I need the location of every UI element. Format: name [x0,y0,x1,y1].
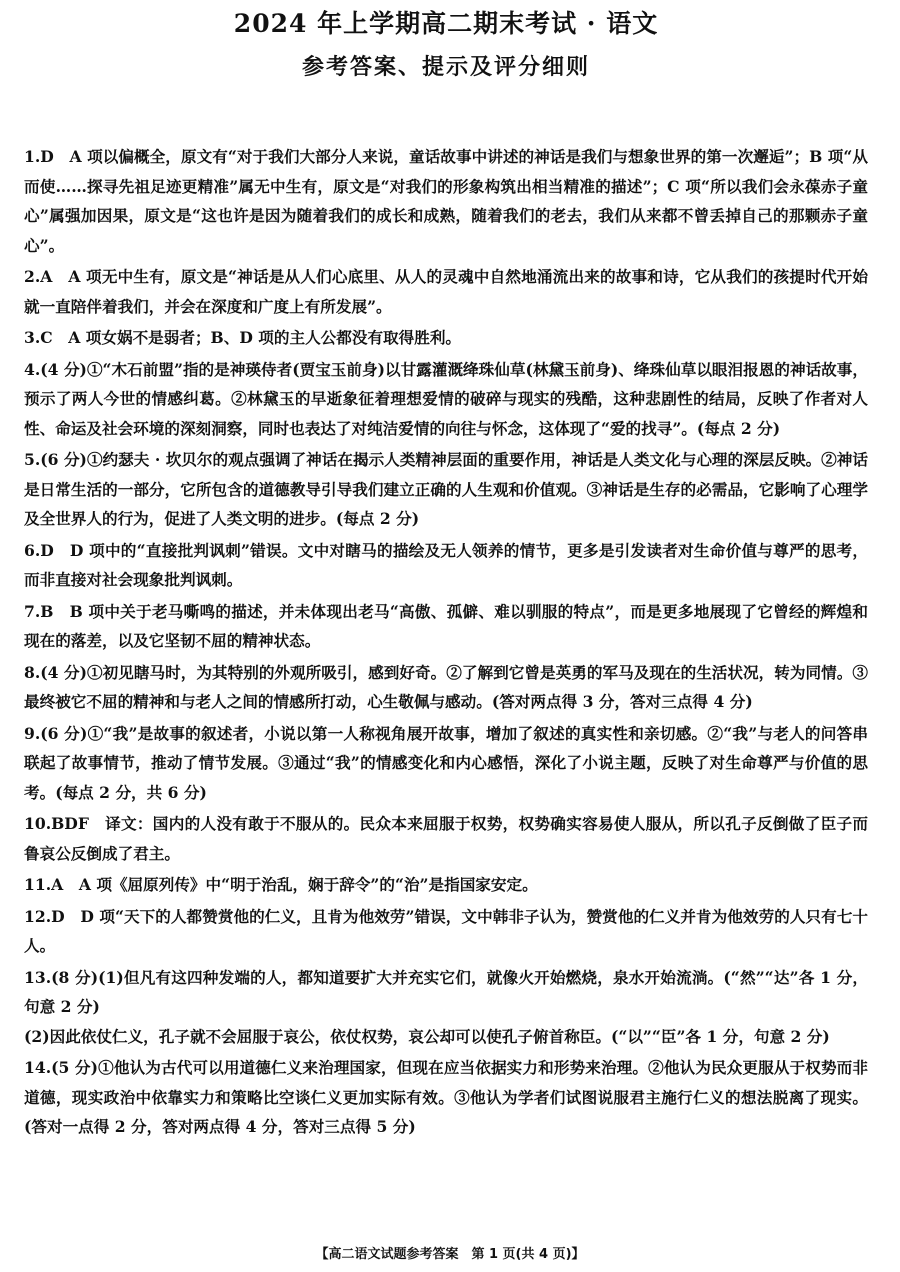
answer-item [24,323,868,353]
answer-item [24,445,868,534]
page-title: 2024 年上学期高二期末考试 · 语文 [233,9,659,38]
answer-item [24,355,868,444]
answer-paragraph: 9.(6 分)①“我”是故事的叙述者，小说以第一人称视角展开故事，增加了叙述的真实性和亲切感。②“我”与老人的问答串联起了故事情节，推动了情节发展。③通过“我”的情感变化和内心感悟，深化了小说主题，反映了对生命尊严与价值的思考。(每点 2 分，共 6 分) [24,723,868,802]
page-footer: 【高二语文试题参考答案 第 1 页(共 4 页)】 [315,1247,585,1262]
page-subtitle: 参考答案、提示及评分细则 [301,55,590,80]
answer-item [24,809,868,868]
answer-paragraph: 14.(5 分)①他认为古代可以用道德仁义来治理国家，但现在应当依据实力和形势来治理。②他认为民众更服从于权势而非道德，现实政治中依靠实力和策略比空谈仁义更加实际有效。③他认为学者们试图说服君主施行仁义的想法脱离了现实。(答对一点得 2 分，答对两点得 4 分，答对三点得 5 分) [24,1058,868,1136]
answer-paragraph: 10.BDF 译文：国内的人没有敢于不服从的。民众本来屈服于权势，权势确实容易使人服从，所以孔子反倒做了臣子而鲁哀公反倒成了君主。 [24,814,868,863]
answer-item [24,597,868,656]
answer-item [24,1053,868,1142]
answer-paragraph: 11.A A 项《屈原列传》中“明于治乱，娴于辞令”的“治”是指国家安定。 [24,875,538,894]
answer-paragraph: 8.(4 分)①初见瞎马时，为其特别的外观所吸引，感到好奇。②了解到它曾是英勇的军马及现在的生活状况，转为同情。③最终被它不屈的精神和与老人之间的情感所打动，心生敬佩与感动。(答对两点得 3 分，答对三点得 4 分) [24,662,868,711]
answer-item [24,536,868,595]
answer-paragraph: 1.D A 项以偏概全，原文有“对于我们大部分人来说，童话故事中讲述的神话是我们与想象世界的第一次邂逅”；B 项“从而使……探寻先祖足迹更精准”属无中生有，原文是“对我们的形象构筑出相当精准的描述”；C 项“所以我们会永葆赤子童心”属强加因果，原文是“这也许是因为随着我们的成长和成熟，随着我们的老去，我们从来都不曾丢掉自己的那颗赤子童心”。 [24,147,868,255]
answer-item [24,902,868,961]
answer-paragraph: (2)因此依仗仁义，孔子就不会屈服于哀公，依仗权势，哀公却可以使孔子俯首称臣。(“以”“臣”各 1 分，句意 2 分) [24,1026,830,1046]
answer-paragraph: 4.(4 分)①“木石前盟”指的是神瑛侍者(贾宝玉前身)以甘露灌溉绛珠仙草(林黛玉前身)、绛珠仙草以眼泪报恩的神话故事，预示了两人今世的情感纠葛。②林黛玉的早逝象征着理想爱情的破碎与现实的残酷，这种悲剧性的结局，反映了作者对人性、命运及社会环境的深刻洞察，同时也表达了对纯洁爱情的向往与怀念，这体现了“爱的找寻”。(每点 2 分) [24,359,868,438]
answer-item [24,719,868,808]
answer-list [24,142,868,1142]
answer-paragraph: 6.D D 项中的“直接批判讽刺”错误。文中对瞎马的描绘及无人领养的情节，更多是引发读者对生命价值与尊严的思考，而非直接对社会现象批判讽刺。 [24,540,868,589]
answer-item [24,262,868,321]
answer-paragraph: 3.C A 项女娲不是弱者；B、D 项的主人公都没有取得胜利。 [24,328,462,347]
answer-paragraph: 2.A A 项无中生有，原文是“神话是从人们心底里、从人的灵魂中自然地涌流出来的故事和诗，它从我们的孩提时代开始就一直陪伴着我们，并会在深度和广度上有所发展”。 [24,267,868,316]
answer-item [24,963,868,1052]
answer-item [24,870,868,900]
answer-paragraph: 7.B B 项中关于老马嘶鸣的描述，并未体现出老马“高傲、孤僻、难以驯服的特点”，而是更多地展现了它曾经的辉煌和现在的落差，以及它坚韧不屈的精神状态。 [24,601,868,650]
answer-item [24,658,868,717]
answer-paragraph: 12.D D 项“天下的人都赞赏他的仁义，且肯为他效劳”错误，文中韩非子认为，赞赏他的仁义并肯为他效劳的人只有七十人。 [24,906,868,955]
answer-paragraph: 13.(8 分)(1)但凡有这四种发端的人，都知道要扩大并充实它们，就像火开始燃烧，泉水开始流淌。(“然”“达”各 1 分，句意 2 分) [24,967,868,1016]
answer-item [24,142,868,260]
document-header [24,0,868,86]
answer-paragraph: 5.(6 分)①约瑟夫 · 坎贝尔的观点强调了神话在揭示人类精神层面的重要作用，神话是人类文化与心理的深层反映。②神话是日常生活的一部分，它所包含的道德教导引导我们建立正确的人生观和价值观。③神话是生存的必需品，它影响了心理学及全世界人的行为，促进了人类文明的进步。(每点 2 分) [24,450,868,528]
